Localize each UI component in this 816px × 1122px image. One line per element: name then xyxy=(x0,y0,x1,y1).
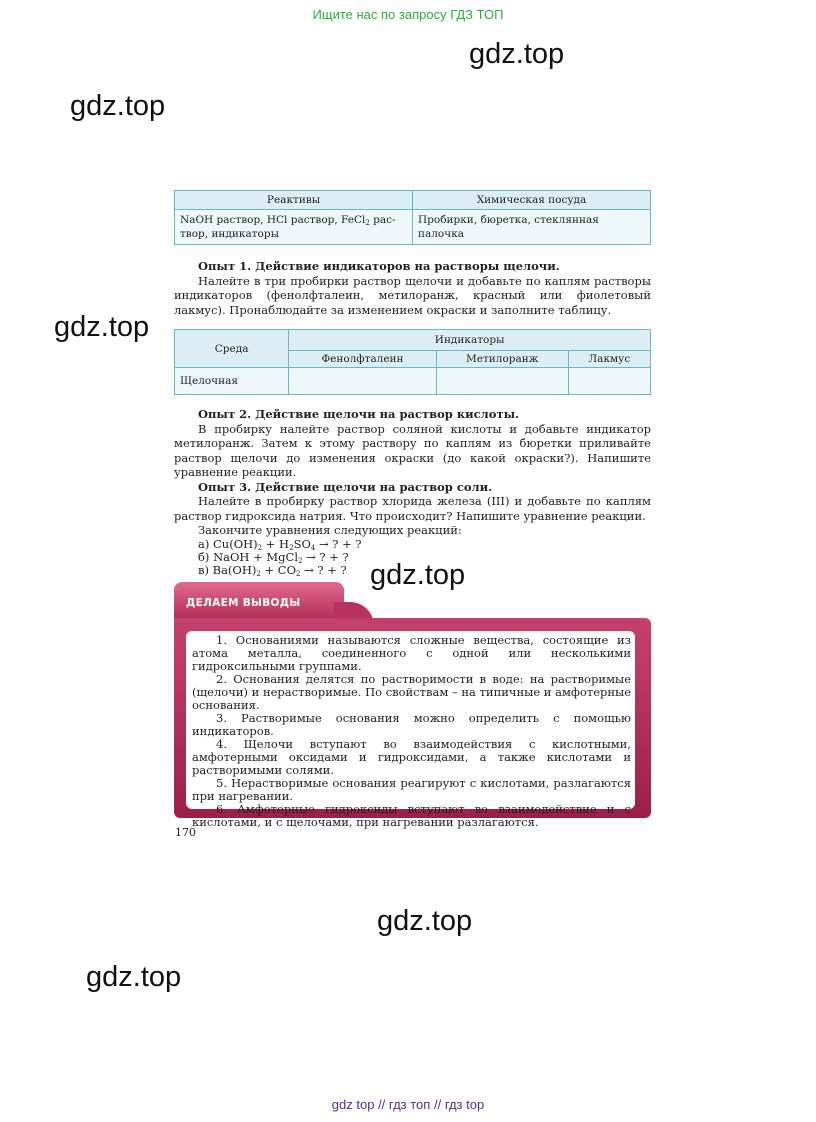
watermark: gdz.top xyxy=(54,311,150,343)
conclusions-list xyxy=(186,631,635,829)
search-banner: Ищите нас по запросу ГДЗ ТОП xyxy=(312,7,504,22)
indicator-litmus: Лакмус xyxy=(568,351,650,368)
footer-links xyxy=(0,1097,816,1112)
conclusion-item: 4. Щелочи вступают во взаимодействия с кислотными, амфотерными оксидами и гидроксидами, а также кислотами и растворимыми солями. xyxy=(192,737,631,777)
empty-cell xyxy=(436,368,568,395)
conclusions-box xyxy=(174,582,651,829)
watermark: gdz.top xyxy=(86,961,182,993)
medium-header: Среда xyxy=(175,330,289,368)
page-number: 170 xyxy=(175,826,196,839)
footer-link[interactable]: гдз топ xyxy=(388,1097,431,1112)
watermark: gdz.top xyxy=(370,559,466,591)
equation-c: в) $Ba(OH)_2 + CO_2$ → ? + ? xyxy=(198,562,347,578)
indicator-phenolphthalein: Фенолфталеин xyxy=(289,351,437,368)
exp3-title: Опыт 3. Действие щелочи на раствор соли. xyxy=(198,479,493,494)
row-label-alkaline: Щелочная xyxy=(175,368,289,395)
reagents-cell: NaOH раствор, HCl раствор, FeCl$_2$ рас- твор, индикаторы xyxy=(175,210,413,245)
exp1-text: Налейте в три пробирки раствор щелочи и добавьте по каплям растворы индикаторов (фенолфталеин, метилоранж, красный или фиолетовый лакмус). Пронаблюдайте за изменением окраски и заполните таблицу. xyxy=(174,273,651,317)
footer-link[interactable]: gdz top xyxy=(331,1097,375,1112)
watermark: gdz.top xyxy=(70,90,166,122)
textbook-page xyxy=(174,190,651,577)
footer-separator: // xyxy=(378,1097,386,1112)
empty-cell xyxy=(568,368,650,395)
conclusion-item: 6. Амфотерные гидроксиды вступают во взаимодействие и с кислотами, и с щелочами, при нагревании разлагаются. xyxy=(192,802,631,829)
footer-separator: // xyxy=(433,1097,442,1112)
conclusion-item: 3. Растворимые основания можно определить с помощью индикаторов. xyxy=(192,711,631,738)
empty-cell xyxy=(289,368,437,395)
equation-b: б) NaOH + MgCl$_2$ → ? + ? xyxy=(198,549,349,565)
conclusion-item: 2. Основания делятся по растворимости в воде: на растворимые (щелочи) и нерастворимые. По свойствам – на типичные и амфотерные основания. xyxy=(192,672,631,712)
conclusions-frame xyxy=(174,618,651,829)
dishes-header: Химическая посуда xyxy=(413,191,651,210)
indicators-header: Индикаторы xyxy=(289,330,651,351)
indicators-table xyxy=(174,329,651,395)
equation-a: а) $Cu(OH)_2 + H_2SO_4$ → ? + ? xyxy=(198,536,362,552)
reagents-table xyxy=(174,190,651,245)
conclusions-title: ДЕЛАЕМ ВЫВОДЫ xyxy=(186,597,301,609)
exp3-text: Налейте в пробирку раствор хлорида железа (III) и добавьте по каплям раствор гидроксида натрия. Что происходит? Напишите уравнение реакции. xyxy=(174,494,651,523)
reagents-header: Реактивы xyxy=(175,191,413,210)
equations xyxy=(174,538,651,577)
exp2-text: В пробирку налейте раствор соляной кислоты и добавьте индикатор метилоранж. Затем к этому раствору по каплям из бюретки приливайте раствор щелочи до изменения окраски (до какой окраски?). Напишите уравнение реакции. xyxy=(174,421,651,479)
footer-link[interactable]: гдз top xyxy=(444,1097,485,1112)
dishes-cell: Пробирки, бюретка, стеклянная палочка xyxy=(413,210,651,245)
indicator-methyl-orange: Метилоранж xyxy=(436,351,568,368)
exp3-task: Закончите уравнения следующих реакций: xyxy=(198,523,462,537)
exp1-title: Опыт 1. Действие индикаторов на растворы щелочи. xyxy=(198,259,560,273)
watermark: gdz.top xyxy=(469,38,565,70)
watermark: gdz.top xyxy=(377,905,473,937)
conclusion-item: 1. Основаниями называются сложные вещества, состоящие из атома металла, соединенного с одной или несколькими гидроксильными группами. xyxy=(192,633,631,673)
exp2-title: Опыт 2. Действие щелочи на раствор кислоты. xyxy=(198,407,520,421)
conclusion-item: 5. Нерастворимые основания реагируют с кислотами, разлагаются при нагревании. xyxy=(192,776,631,803)
